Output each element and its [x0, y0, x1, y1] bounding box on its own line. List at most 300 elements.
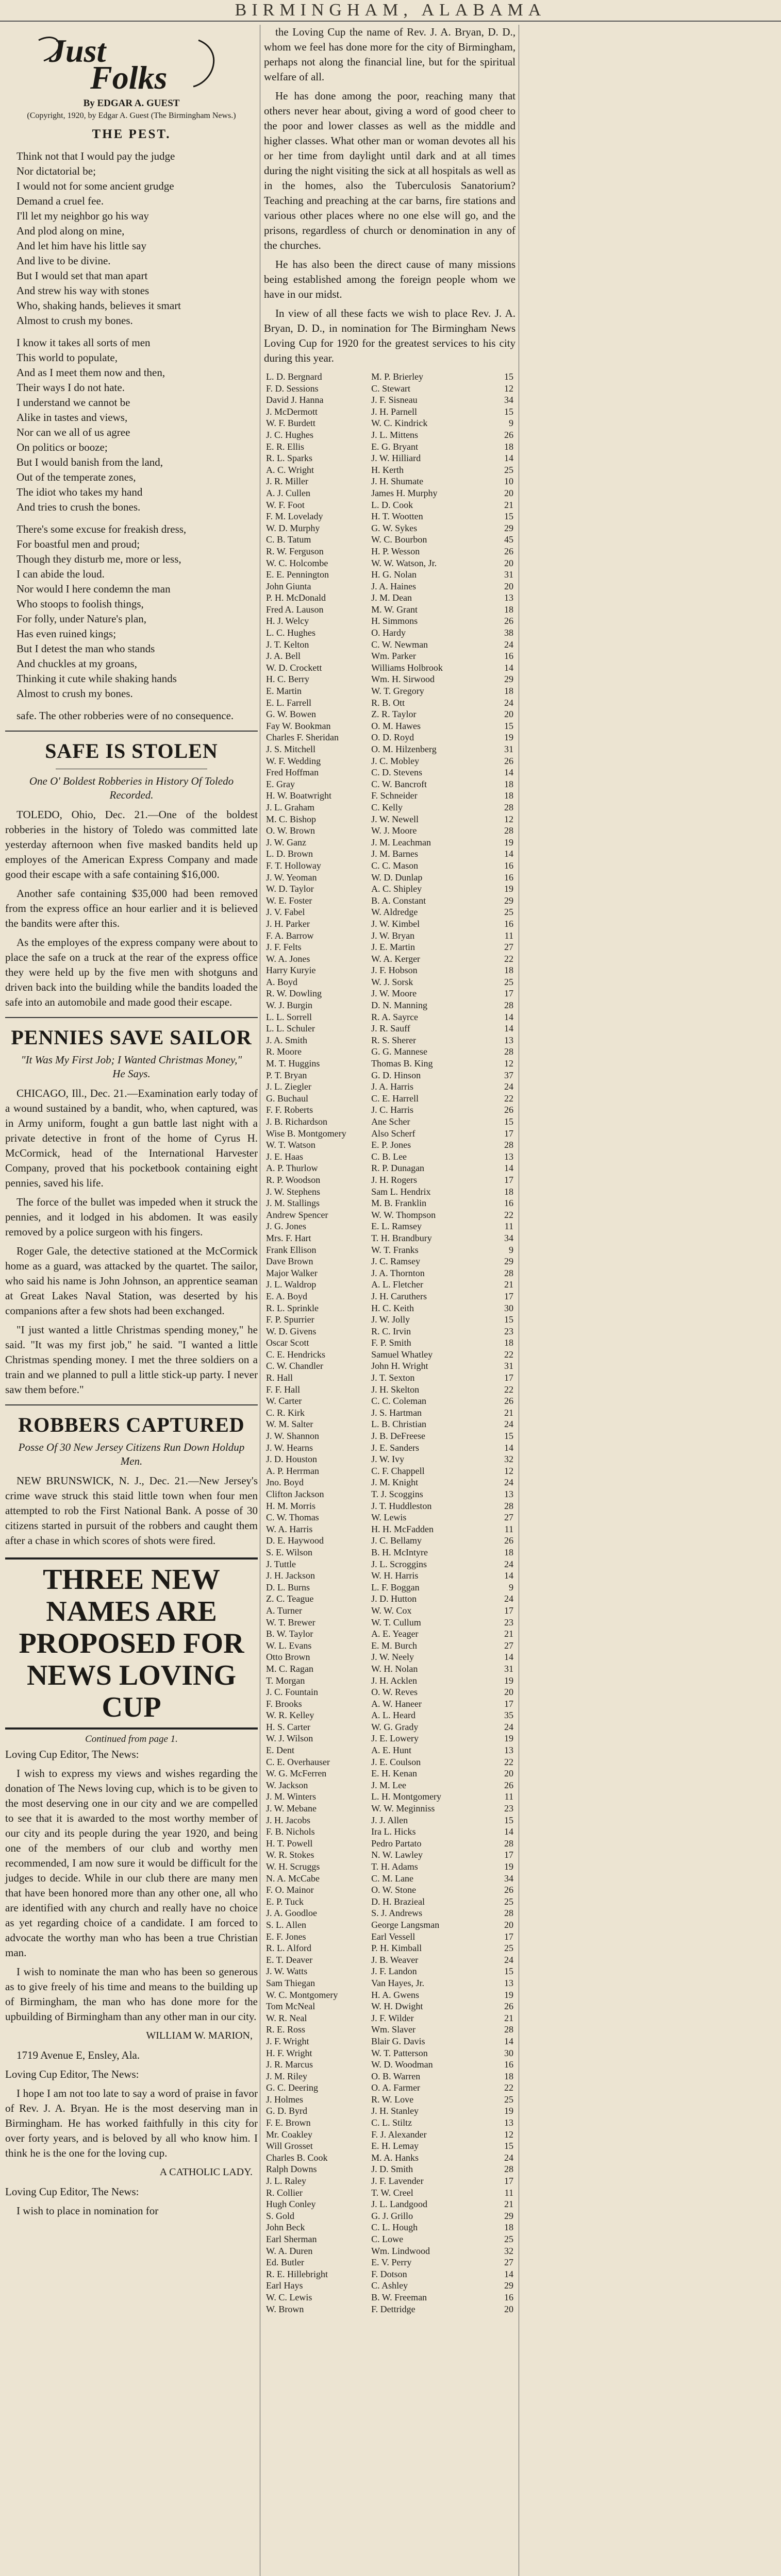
signer-number: 37 — [504, 1070, 513, 1080]
signer-name: J. S. Mitchell — [266, 744, 316, 754]
signer-name: Earl Hays — [266, 2280, 303, 2291]
signer-number: 18 — [504, 790, 513, 801]
signer-name: F. Dettridge — [371, 2303, 416, 2314]
signer-name: Also Scherf — [371, 1128, 416, 1139]
sailor-paragraph: "I just wanted a little Christmas spending money," he said. "It was my first job," he said. "I wanted a little Christmas spending money. I met the three soldiers on a train and we planned to pull a little stick-up party. I never saw them before." — [5, 1324, 258, 1396]
signer-name: W. R. Neal — [266, 2012, 307, 2023]
signer-row — [264, 673, 516, 685]
signer-name: E. P. Tuck — [266, 1896, 304, 1907]
signer-row — [264, 1791, 516, 1803]
signer-name: J. C. Fountain — [266, 1687, 319, 1698]
signer-number: 24 — [504, 1721, 513, 1732]
signer-name: Ed. Butler — [266, 2257, 304, 2268]
signer-name: E. H. Lemay — [371, 2141, 419, 2151]
svg-text:Just: Just — [49, 32, 106, 69]
signer-row — [264, 2303, 516, 2315]
signer-name: J. W. Stephens — [266, 1186, 321, 1197]
signer-row — [264, 1151, 516, 1163]
signer-name: Tom McNeal — [266, 2001, 315, 2012]
signer-row — [264, 1139, 516, 1151]
poem-line: Who stoops to foolish things, — [16, 598, 144, 610]
signer-name: J. H. Skelton — [371, 1384, 420, 1395]
signer-number: 15 — [504, 1431, 513, 1442]
letter-paragraph: I wish to express my views and wishes regarding the donation of The News loving cup, which is to be given to the most deserving one in our city and we are compelled to see that it is awarded to the most worthy member of our city and its people during the year 1920, and being one of the members of our club and worthy men recommended, I am now sure it would be difficult for the judges to decide. While in our club there are many men that have been honored more than any other one, all who are identified with any church and really have no choice as yet regarding choice of a candidate. I am forced to advocate the worthy man who has been a true Christian man. — [5, 1767, 258, 1959]
signer-name: F. P. Smith — [371, 1337, 411, 1348]
signer-row — [264, 743, 516, 755]
signer-name: J. W. Ganz — [266, 837, 306, 848]
signer-name: W. D. Givens — [266, 1326, 317, 1336]
signer-row — [264, 1023, 516, 1035]
bryan-paragraph: In view of all these facts we wish to place Rev. J. A. Bryan, D. D., in nomination for The Birmingham News Loving Cup for 1920 for the greatest services to his city during this year. — [264, 307, 516, 364]
signer-name: F. F. Hall — [266, 1384, 301, 1395]
signer-number: 28 — [504, 1046, 513, 1057]
signer-name: E. M. Burch — [371, 1640, 418, 1651]
signer-name: Wm. Parker — [371, 651, 417, 662]
signer-row — [264, 2268, 516, 2280]
signer-name: H. G. Nolan — [371, 569, 417, 580]
signer-name: W. E. Foster — [266, 895, 312, 906]
signer-name: S. Gold — [266, 2210, 295, 2221]
signer-number: 28 — [504, 1000, 513, 1011]
signer-row — [264, 778, 516, 790]
signer-number: 13 — [504, 2117, 513, 2128]
signer-name: W. D. Crockett — [266, 662, 322, 673]
signer-number: 14 — [504, 662, 513, 673]
poem-line: I'll let my neighbor go his way — [16, 210, 149, 222]
signer-name: P. T. Bryan — [266, 1070, 307, 1080]
signer-name: R. C. Irvin — [371, 1326, 411, 1336]
signer-row — [264, 953, 516, 965]
signer-row — [264, 895, 516, 907]
signer-number: 24 — [504, 2152, 513, 2163]
signer-name: W. A. Jones — [266, 953, 310, 964]
signer-number: 31 — [504, 569, 513, 580]
just-folks-logo — [5, 30, 258, 94]
poem-line: I would not for some ancient grudge — [16, 180, 174, 192]
signer-name: J. W. Ivy — [371, 1454, 405, 1465]
signer-number: 15 — [504, 406, 513, 417]
signer-number: 17 — [504, 1291, 513, 1301]
signer-name: Clifton Jackson — [266, 1489, 324, 1499]
signer-row — [264, 2036, 516, 2047]
signer-number: 29 — [504, 1256, 513, 1267]
signer-row — [264, 383, 516, 395]
signer-name: W. Lewis — [371, 1512, 407, 1523]
signer-row — [264, 1675, 516, 1687]
signer-number: 24 — [504, 697, 513, 708]
signer-name: J. L. Mittens — [371, 429, 419, 440]
signer-number: 19 — [504, 732, 513, 743]
signer-row — [264, 371, 516, 383]
signer-number: 18 — [504, 965, 513, 976]
signer-row — [264, 650, 516, 662]
signer-number: 25 — [504, 2094, 513, 2105]
signer-name: O. W. Brown — [266, 825, 315, 836]
signer-number: 23 — [504, 1617, 513, 1628]
signer-row — [264, 592, 516, 604]
signer-name: O. B. Warren — [371, 2071, 421, 2081]
signer-name: H. M. Morris — [266, 1500, 316, 1511]
signer-row — [264, 906, 516, 918]
signer-row — [264, 662, 516, 674]
signer-name: J. W. Hearns — [266, 1442, 313, 1453]
signer-row — [264, 2245, 516, 2257]
signer-row — [264, 1815, 516, 1826]
signer-row — [264, 1453, 516, 1465]
signer-row — [264, 814, 516, 825]
poem-line: There's some excuse for freakish dress, — [16, 523, 187, 535]
signer-row — [264, 1372, 516, 1384]
signer-name: J. C. Hughes — [266, 429, 314, 440]
signer-name: J. F. Hobson — [371, 965, 418, 976]
signer-name: Sam L. Hendrix — [371, 1186, 431, 1197]
signer-row — [264, 604, 516, 616]
signer-row — [264, 720, 516, 732]
signer-row — [264, 2210, 516, 2222]
signer-name: J. S. Hartman — [371, 1407, 422, 1418]
signer-number: 13 — [504, 1489, 513, 1499]
signer-name: J. D. Hutton — [371, 1594, 417, 1604]
signer-number: 22 — [504, 1756, 513, 1767]
letter-paragraph: I wish to nominate the man who has been so generous as to give freely of his time and means to the building up of Birmingham, the man who has done more for the upbuilding of Birmingham than any other man in our city. — [5, 1965, 258, 2023]
poem-line: And chuckles at my groans, — [16, 657, 137, 670]
signer-name: A. P. Herrman — [266, 1465, 319, 1476]
signer-row — [264, 964, 516, 976]
signer-name: J. W. Neely — [371, 1652, 414, 1663]
signer-name: T. H. Adams — [371, 1861, 418, 1872]
signer-row — [264, 941, 516, 953]
signer-row — [264, 1162, 516, 1174]
signer-row — [264, 1686, 516, 1698]
signer-name: W. R. Stokes — [266, 1850, 314, 1860]
signer-name: C. B. Tatum — [266, 534, 311, 545]
signer-name: O. A. Farmer — [371, 2082, 421, 2093]
signer-number: 16 — [504, 651, 513, 662]
signer-number: 24 — [504, 639, 513, 650]
signer-number: 19 — [504, 2106, 513, 2116]
signer-name: C. M. Lane — [371, 1873, 414, 1884]
signer-number: 28 — [504, 2164, 513, 2175]
signer-name: R. L. Sprinkle — [266, 1302, 319, 1313]
signer-row — [264, 1221, 516, 1232]
signer-row — [264, 2152, 516, 2164]
signer-row — [264, 1698, 516, 1710]
signer-row — [264, 825, 516, 837]
signer-name: J. B. DeFreese — [371, 1431, 426, 1442]
signer-row — [264, 1430, 516, 1442]
signer-row — [264, 1582, 516, 1594]
signer-name: O. D. Royd — [371, 732, 414, 743]
sailor-paragraph: The force of the bullet was impeded when it struck the pennies, and it lodged in his abdomen. It was easily removed by a police surgeon with his fingers. — [5, 1196, 258, 1238]
signer-name: Z. R. Taylor — [371, 709, 417, 720]
signer-number: 14 — [504, 849, 513, 859]
signer-name: J. W. Jolly — [371, 1314, 410, 1325]
poem-line: For folly, under Nature's plan, — [16, 613, 147, 625]
signer-row — [264, 581, 516, 592]
signer-name: F. P. Spurrier — [266, 1314, 314, 1325]
signer-row — [264, 557, 516, 569]
signer-name: M. C. Bishop — [266, 814, 317, 824]
signer-name: B. A. Constant — [371, 895, 426, 906]
signer-name: Wm. H. Sirwood — [371, 674, 435, 685]
signer-name: A. C. Wright — [266, 464, 314, 475]
signer-name: C. E. Overhauser — [266, 1756, 330, 1767]
signer-name: Sam Thiegan — [266, 1977, 315, 1988]
signer-name: T. J. Scoggins — [371, 1489, 423, 1499]
poem-line: Almost to crush my bones. — [16, 314, 133, 327]
signer-row — [264, 1907, 516, 1919]
signer-name: J. H. Jackson — [266, 1570, 315, 1581]
signer-row — [264, 1046, 516, 1058]
signer-name: W. T. Patterson — [371, 2047, 428, 2058]
signer-number: 25 — [504, 907, 513, 918]
signer-row — [264, 2047, 516, 2059]
signer-number: 11 — [504, 1791, 513, 1802]
signer-number: 14 — [504, 453, 513, 464]
signer-name: H. W. Boatwright — [266, 790, 332, 801]
signer-name: J. A. Smith — [266, 1035, 308, 1045]
signer-name: W. T. Franks — [371, 1244, 419, 1255]
signer-number: 20 — [504, 487, 513, 498]
signer-name: J. A. Bell — [266, 651, 301, 662]
signer-row — [264, 2105, 516, 2117]
signer-number: 20 — [504, 709, 513, 720]
letter-salutation: Loving Cup Editor, The News: — [5, 2068, 139, 2080]
signer-row — [264, 1104, 516, 1116]
signer-row — [264, 1360, 516, 1372]
signer-row — [264, 1605, 516, 1617]
signer-number: 16 — [504, 2292, 513, 2302]
signer-number: 22 — [504, 1209, 513, 1220]
signer-row — [264, 1349, 516, 1361]
signer-number: 14 — [504, 1163, 513, 1174]
signer-name: W. G. McFerren — [266, 1768, 327, 1779]
signer-number: 28 — [504, 1267, 513, 1278]
signer-name: W. T. Watson — [266, 1140, 315, 1150]
signer-number: 38 — [504, 628, 513, 638]
signer-name: H. H. McFadden — [371, 1523, 434, 1534]
section-divider — [5, 1017, 258, 1018]
poem-line: Think not that I would pay the judge — [16, 150, 175, 162]
signer-number: 29 — [504, 522, 513, 533]
signer-name: A. E. Hunt — [371, 1745, 412, 1756]
signer-number: 17 — [504, 1372, 513, 1383]
signer-row — [264, 1232, 516, 1244]
signer-name: J. W. Hilliard — [371, 453, 421, 464]
signer-number: 26 — [504, 1105, 513, 1115]
signer-row — [264, 452, 516, 464]
signer-name: W. Aldredge — [371, 907, 418, 918]
signer-name: J. McDermott — [266, 406, 318, 417]
signer-number: 18 — [504, 778, 513, 789]
signer-number: 15 — [504, 720, 513, 731]
signer-name: F. E. Brown — [266, 2117, 311, 2128]
signer-row — [264, 1931, 516, 1943]
signer-number: 12 — [504, 383, 513, 394]
signer-number: 16 — [504, 860, 513, 871]
poem-line: Nor dictatorial be; — [16, 165, 96, 177]
signer-row — [264, 755, 516, 767]
signer-name: Fay W. Bookman — [266, 720, 331, 731]
signer-name: L. D. Cook — [371, 499, 413, 510]
letter-paragraph: I hope I am not too late to say a word of praise in favor of Rev. J. A. Bryan. He is the most deserving man in Birmingham. He has worked faithfully in this city for over forty years, and is beloved by all who know him. I think he is the one for the loving cup. — [5, 2087, 258, 2159]
poem-line: And as I meet them now and then, — [16, 366, 165, 379]
signer-name: F. O. Mainor — [266, 1885, 314, 1895]
signer-name: H. C. Keith — [371, 1302, 414, 1313]
signer-number: 26 — [504, 616, 513, 626]
signer-name: L. L. Sorrell — [266, 1011, 312, 1022]
signer-row — [264, 394, 516, 406]
signer-name: W. C. Montgomery — [266, 1989, 338, 2000]
signer-name: George Langsman — [371, 1919, 440, 1930]
signer-name: Hugh Conley — [266, 2199, 316, 2210]
signer-number: 25 — [504, 2234, 513, 2244]
signer-row — [264, 546, 516, 557]
signer-name: J. M. Lee — [371, 1780, 407, 1790]
signer-name: David J. Hanna — [266, 395, 324, 405]
signer-number: 13 — [504, 1151, 513, 1162]
signer-number: 9 — [509, 1244, 513, 1255]
signer-row — [264, 860, 516, 872]
signer-number: 17 — [504, 1605, 513, 1616]
signer-row — [264, 1558, 516, 1570]
signer-name: W. H. Scruggs — [266, 1861, 320, 1872]
signer-row — [264, 511, 516, 522]
signer-name: J. A. Goodloe — [266, 1908, 317, 1919]
signer-name: J. E. Lowery — [371, 1733, 419, 1744]
svg-text:Folks: Folks — [90, 59, 168, 92]
signer-number: 22 — [504, 1093, 513, 1104]
signer-name: J. Holmes — [266, 2094, 303, 2105]
signer-number: 12 — [504, 1058, 513, 1069]
signer-name: M. P. Brierley — [371, 371, 424, 382]
signer-row — [264, 1965, 516, 1977]
signer-name: C. F. Chappell — [371, 1465, 425, 1476]
signer-number: 11 — [504, 2187, 513, 2198]
letter-address: 1719 Avenue E, Ensley, Ala. — [16, 2049, 140, 2061]
signer-number: 24 — [504, 1594, 513, 1604]
signer-number: 20 — [504, 557, 513, 568]
signer-row — [264, 1291, 516, 1302]
signer-row — [264, 1838, 516, 1850]
signer-name: H. A. Gwens — [371, 1989, 420, 2000]
signer-name: W. D. Dunlap — [371, 872, 423, 883]
signer-number: 24 — [504, 1477, 513, 1488]
signer-number: 24 — [504, 1558, 513, 1569]
signer-name: M. A. Hanks — [371, 2152, 419, 2163]
signer-row — [264, 1756, 516, 1768]
signer-name: F. M. Lovelady — [266, 511, 323, 522]
signer-name: J. F. Landon — [371, 1966, 417, 1977]
poem-line: Who, shaking hands, believes it smart — [16, 299, 181, 312]
signer-number: 28 — [504, 1838, 513, 1849]
signer-name: Major Walker — [266, 1267, 318, 1278]
signer-name: J. L. Graham — [266, 802, 314, 812]
signer-row — [264, 1058, 516, 1070]
signer-row — [264, 2163, 516, 2175]
poem-line: Thinking it cute while shaking hands — [16, 672, 177, 685]
signer-number: 15 — [504, 511, 513, 522]
signer-row — [264, 872, 516, 884]
signer-number: 16 — [504, 2059, 513, 2070]
poem-line: Though they disturb me, more or less, — [16, 553, 181, 565]
signer-name: E. E. Pennington — [266, 569, 329, 580]
signer-name: N. W. Lawley — [371, 1850, 423, 1860]
signer-row — [264, 2001, 516, 2012]
signer-name: M. T. Huggins — [266, 1058, 320, 1069]
signer-row — [264, 848, 516, 860]
signer-row — [264, 1418, 516, 1430]
signer-row — [264, 1186, 516, 1198]
signer-name: J. W. Newell — [371, 814, 419, 824]
signer-name: Earl Sherman — [266, 2234, 317, 2244]
poem-line: Alike in tastes and views, — [16, 411, 128, 423]
signer-name: J. F. Felts — [266, 942, 302, 953]
sailor-deck: "It Was My First Job; I Wanted Christmas Money," He Says. — [21, 1054, 242, 1080]
signer-number: 20 — [504, 1919, 513, 1930]
signer-name: A. C. Shipley — [371, 884, 422, 894]
signer-name: W. C. Bourbon — [371, 534, 427, 545]
signer-number: 28 — [504, 2024, 513, 2035]
signer-number: 15 — [504, 1966, 513, 1977]
sailor-headline: PENNIES SAVE SAILOR — [11, 1026, 252, 1049]
signer-name: H. S. Carter — [266, 1721, 310, 1732]
signer-number: 16 — [504, 872, 513, 883]
signer-name: A. L. Fletcher — [371, 1279, 424, 1290]
signer-row — [264, 1209, 516, 1221]
signer-row — [264, 1954, 516, 1966]
signer-row — [264, 1395, 516, 1407]
signer-name: O. W. Reves — [371, 1687, 418, 1698]
signer-name: C. Lowe — [371, 2234, 404, 2244]
signer-name: J. H. Parker — [266, 918, 310, 929]
signer-row — [264, 1896, 516, 1908]
signer-name: Williams Holbrook — [371, 662, 443, 673]
signer-name: S. E. Wilson — [266, 1547, 312, 1557]
signer-number: 27 — [504, 2257, 513, 2268]
signer-number: 17 — [504, 1128, 513, 1139]
signer-name: C. L. Stiltz — [371, 2117, 412, 2128]
signer-row — [264, 1593, 516, 1605]
signer-row — [264, 2140, 516, 2152]
signer-name: C. W. Bancroft — [371, 778, 427, 789]
signer-number: 21 — [504, 1407, 513, 1418]
signer-number: 26 — [504, 1535, 513, 1546]
signer-name: Wm. Lindwood — [371, 2245, 430, 2256]
signer-row — [264, 569, 516, 581]
signer-number: 17 — [504, 1850, 513, 1860]
poem-line: And strew his way with stones — [16, 284, 149, 297]
signer-name: W. W. Meginniss — [371, 1803, 435, 1814]
signer-row — [264, 1628, 516, 1640]
signer-name: R. E. Hillebright — [266, 2268, 328, 2279]
signer-row — [264, 1488, 516, 1500]
signer-number: 31 — [504, 1361, 513, 1371]
signer-name: Thomas B. King — [371, 1058, 433, 1069]
signer-name: R. B. Ott — [371, 697, 405, 708]
poem-copyright: (Copyright, 1920, by Edgar A. Guest (The Birmingham News.) — [27, 111, 236, 120]
signer-row — [264, 1035, 516, 1046]
signer-name: H. T. Powell — [266, 1838, 313, 1849]
signer-name: Van Hayes, Jr. — [371, 1977, 425, 1988]
signer-number: 9 — [509, 1582, 513, 1592]
signer-row — [264, 1081, 516, 1093]
signer-name: E. L. Farrell — [266, 697, 311, 708]
signer-name: L. F. Boggan — [371, 1582, 420, 1592]
signer-name: E. Dent — [266, 1745, 294, 1756]
signer-name: Samuel Whatley — [371, 1349, 433, 1360]
signer-number: 32 — [504, 2245, 513, 2256]
